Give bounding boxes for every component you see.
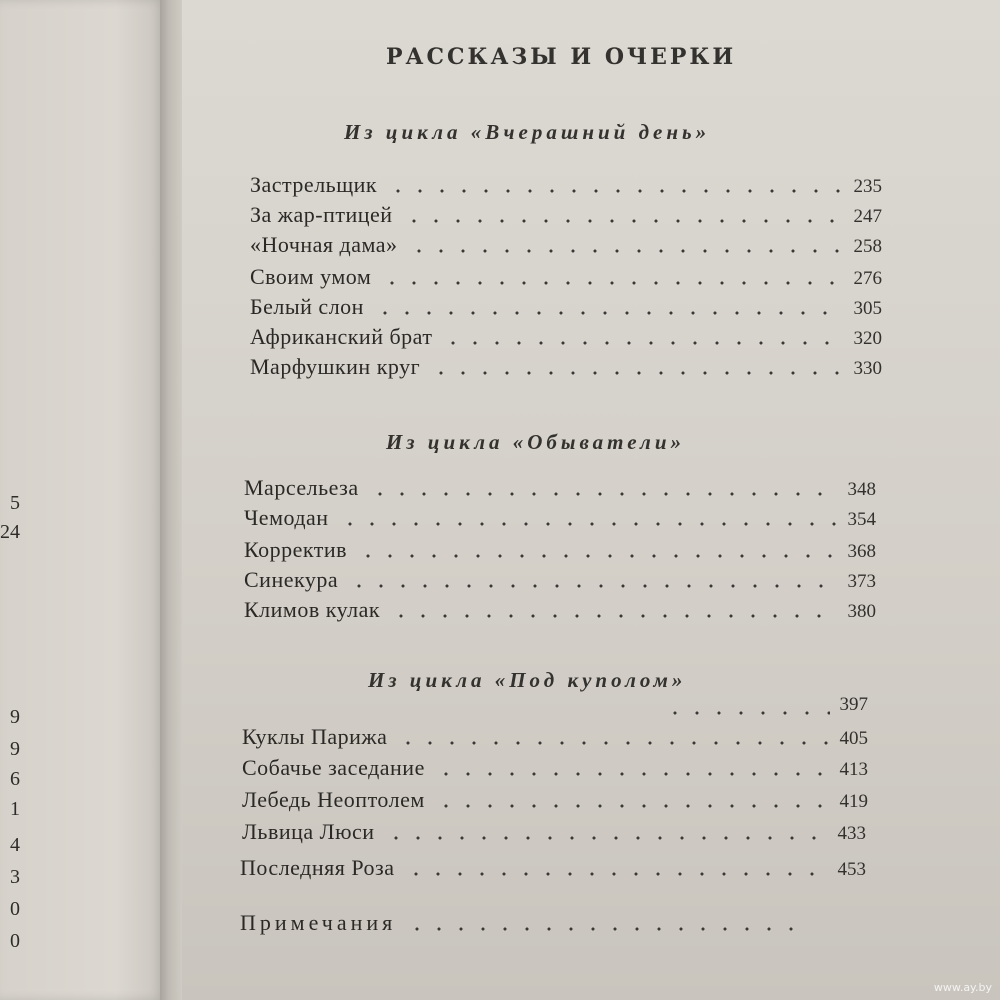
toc-entry bbox=[244, 597, 876, 625]
entry-page: 380 bbox=[847, 601, 876, 622]
entry-page: 405 bbox=[839, 728, 868, 749]
toc-entry bbox=[244, 505, 876, 533]
dot-leader bbox=[357, 554, 837, 558]
toc-entry bbox=[240, 855, 866, 883]
toc-entry bbox=[244, 537, 876, 565]
entry-page: 373 bbox=[847, 571, 876, 592]
toc-entry bbox=[242, 724, 868, 752]
entry-title: Марфушкин круг bbox=[250, 354, 421, 379]
entry-title: Лебедь Неоптолем bbox=[242, 787, 425, 812]
toc-entry bbox=[250, 354, 882, 382]
entry-page: 247 bbox=[853, 206, 882, 227]
section-heading: Из цикла «Под куполом» bbox=[368, 668, 687, 692]
left-page-number: 9 bbox=[10, 738, 20, 760]
dot-leader bbox=[435, 804, 830, 808]
entry-page: 413 bbox=[839, 759, 868, 780]
entry-page: 453 bbox=[837, 859, 866, 880]
entry-title: Синекура bbox=[244, 567, 339, 592]
dot-leader bbox=[664, 711, 830, 715]
dot-leader bbox=[435, 772, 830, 776]
dot-leader bbox=[403, 219, 844, 223]
entry-page: 397 bbox=[839, 694, 868, 715]
entry-title: Африканский брат bbox=[250, 324, 433, 349]
left-page-number: 0 bbox=[10, 930, 20, 952]
left-page-number: 4 bbox=[10, 834, 20, 856]
toc-entry bbox=[244, 475, 876, 503]
dot-leader bbox=[430, 371, 843, 375]
watermark: www.ay.by bbox=[933, 981, 992, 994]
entry-page: 235 bbox=[853, 176, 882, 197]
entry-page: 368 bbox=[847, 541, 876, 562]
toc-entry bbox=[244, 567, 876, 595]
entry-page: 305 bbox=[853, 298, 882, 319]
book-gutter bbox=[160, 0, 182, 1000]
dot-leader bbox=[385, 836, 828, 840]
notes-label: Примечания bbox=[240, 910, 397, 935]
entry-title: Чемодан bbox=[244, 505, 329, 530]
entry-page: 320 bbox=[853, 328, 882, 349]
dot-leader bbox=[406, 927, 800, 931]
left-page-number: 6 bbox=[10, 768, 20, 790]
dot-leader bbox=[348, 584, 837, 588]
dot-leader bbox=[405, 872, 828, 876]
dot-leader bbox=[369, 492, 838, 496]
left-page-number: 1 bbox=[10, 798, 20, 820]
entry-title: Белый слон bbox=[250, 294, 364, 319]
section-heading: Из цикла «Обыватели» bbox=[386, 430, 685, 454]
toc-entry-notes bbox=[240, 910, 810, 938]
toc-entry bbox=[242, 755, 868, 783]
entry-title: Климов кулак bbox=[244, 597, 381, 622]
toc-entry bbox=[250, 294, 882, 322]
entry-title: Корректив bbox=[244, 537, 348, 562]
left-page-number: 9 bbox=[10, 706, 20, 728]
entry-title: Марсельеза bbox=[244, 475, 359, 500]
dot-leader bbox=[442, 341, 843, 345]
entry-title: Своим умом bbox=[250, 264, 372, 289]
page-title: РАССКАЗЫ И ОЧЕРКИ bbox=[386, 44, 737, 70]
left-page-number: 0 bbox=[10, 898, 20, 920]
dot-leader bbox=[397, 741, 829, 745]
toc-entry bbox=[250, 324, 882, 352]
entry-page: 330 bbox=[853, 358, 882, 379]
left-page-number: 24 bbox=[0, 521, 20, 543]
entry-page: 258 bbox=[853, 236, 882, 257]
dot-leader bbox=[387, 189, 843, 193]
section-heading: Из цикла «Вчерашний день» bbox=[344, 120, 711, 144]
dot-leader bbox=[381, 281, 843, 285]
dot-leader bbox=[339, 522, 838, 526]
entry-title: За жар-птицей bbox=[250, 202, 393, 227]
dot-leader bbox=[374, 311, 844, 315]
dot-leader bbox=[390, 614, 837, 618]
entry-title: Львица Люси bbox=[242, 819, 375, 844]
toc-entry bbox=[244, 694, 868, 722]
left-page-number: 5 bbox=[10, 492, 20, 514]
entry-page: 354 bbox=[847, 509, 876, 530]
left-page bbox=[0, 0, 165, 1000]
entry-page: 348 bbox=[847, 479, 876, 500]
left-page-number: 3 bbox=[10, 866, 20, 888]
toc-entry bbox=[250, 232, 882, 260]
toc-entry bbox=[242, 787, 868, 815]
entry-title: Последняя Роза bbox=[240, 855, 395, 880]
entry-page: 276 bbox=[853, 268, 882, 289]
toc-entry bbox=[250, 202, 882, 230]
toc-entry bbox=[250, 172, 882, 200]
toc-entry bbox=[250, 264, 882, 292]
entry-title: Собачье заседание bbox=[242, 755, 425, 780]
dot-leader bbox=[408, 249, 844, 253]
entry-title: «Ночная дама» bbox=[250, 232, 398, 257]
entry-page: 433 bbox=[837, 823, 866, 844]
toc-entry bbox=[242, 819, 866, 847]
entry-title: Куклы Парижа bbox=[242, 724, 388, 749]
entry-page: 419 bbox=[839, 791, 868, 812]
entry-title: Застрельщик bbox=[250, 172, 378, 197]
